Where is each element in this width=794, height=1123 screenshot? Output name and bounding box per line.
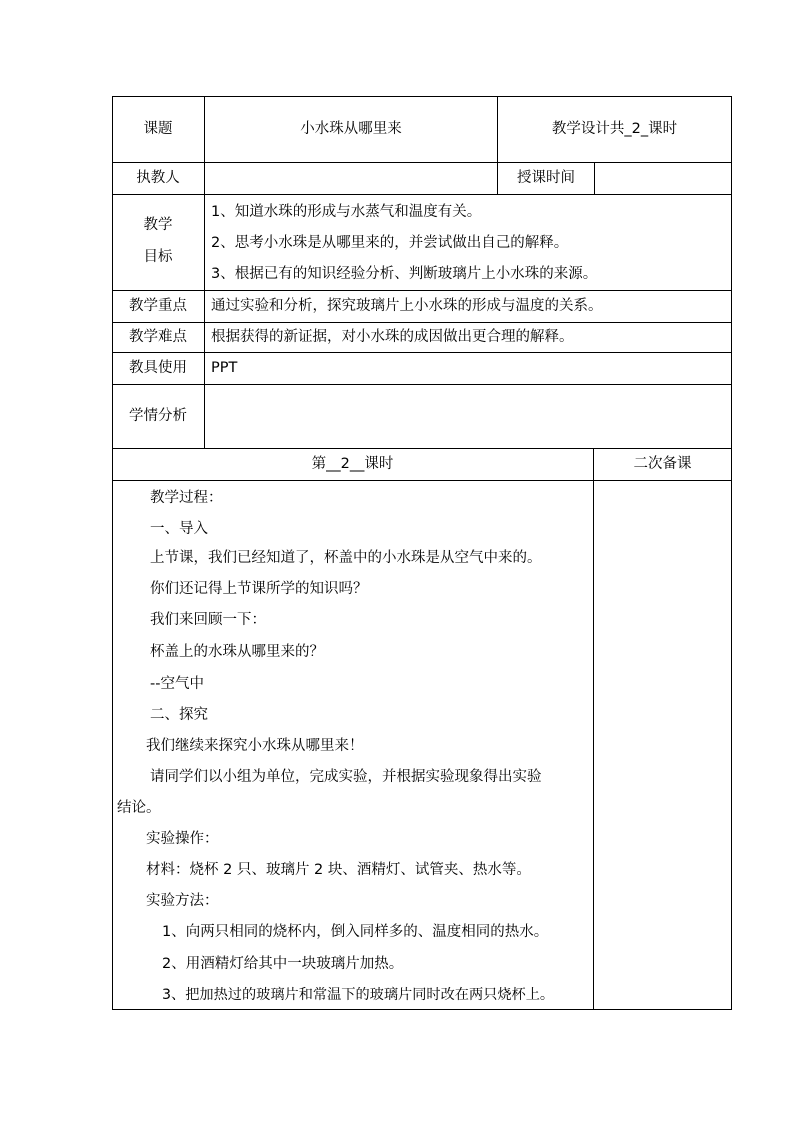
time-label: 授课时间 — [517, 170, 575, 186]
objectives-label-line2: 目标 — [143, 249, 173, 265]
design-period-note: 教学设计共_2_课时 — [551, 121, 678, 137]
secondary-prep-label: 二次备课 — [633, 456, 692, 472]
key-points-label: 教学重点 — [129, 298, 187, 314]
process-line: 实验方法： — [146, 893, 219, 909]
process-line: 实验操作： — [146, 831, 219, 847]
analysis-label: 学情分析 — [129, 408, 187, 424]
process-line: 我们继续来探究小水珠从哪里来！ — [146, 738, 364, 754]
objectives-label-line1: 教学 — [143, 217, 173, 233]
key-points-value: 通过实验和分析，探究玻璃片上小水珠的形成与温度的关系。 — [211, 298, 603, 314]
process-line: 上节课，我们已经知道了，杯盖中的小水珠是从空气中来的。 — [150, 550, 542, 566]
tools-value: PPT — [211, 360, 238, 376]
process-line: 二、探究 — [150, 707, 208, 723]
process-line: 结论。 — [117, 800, 161, 816]
process-line: 2、用酒精灯给其中一块玻璃片加热。 — [162, 956, 404, 972]
process-line: 教学过程： — [150, 490, 223, 506]
process-line: 杯盖上的水珠从哪里来的？ — [150, 644, 324, 660]
objective-item: 3、根据已有的知识经验分析、判断玻璃片上小水珠的来源。 — [211, 266, 598, 282]
difficulties-label: 教学难点 — [129, 329, 187, 345]
topic-value: 小水珠从哪里来 — [300, 121, 402, 137]
process-line: 一、导入 — [150, 521, 208, 537]
process-line: 材料：烧杯 2 只、玻璃片 2 块、酒精灯、试管夹、热水等。 — [146, 862, 531, 878]
tools-label: 教具使用 — [129, 360, 187, 376]
difficulties-value: 根据获得的新证据，对小水珠的成因做出更合理的解释。 — [211, 329, 574, 345]
process-line: 你们还记得上节课所学的知识吗？ — [150, 581, 368, 597]
teacher-label: 执教人 — [136, 170, 180, 186]
objective-item: 2、思考小水珠是从哪里来的，并尝试做出自己的解释。 — [211, 235, 569, 251]
period-title: 第__2__课时 — [311, 456, 394, 472]
process-line: 1、向两只相同的烧杯内，倒入同样多的、温度相同的热水。 — [162, 924, 549, 940]
objective-item: 1、知道水珠的形成与水蒸气和温度有关。 — [211, 204, 482, 220]
process-line: --空气中 — [150, 676, 204, 692]
process-line: 请同学们以小组为单位，完成实验，并根据实验现象得出实验 — [150, 769, 542, 785]
topic-label: 课题 — [143, 121, 173, 137]
process-line: 3、把加热过的玻璃片和常温下的玻璃片同时改在两只烧杯上。 — [162, 987, 555, 1003]
process-line: 我们来回顾一下： — [150, 612, 266, 628]
